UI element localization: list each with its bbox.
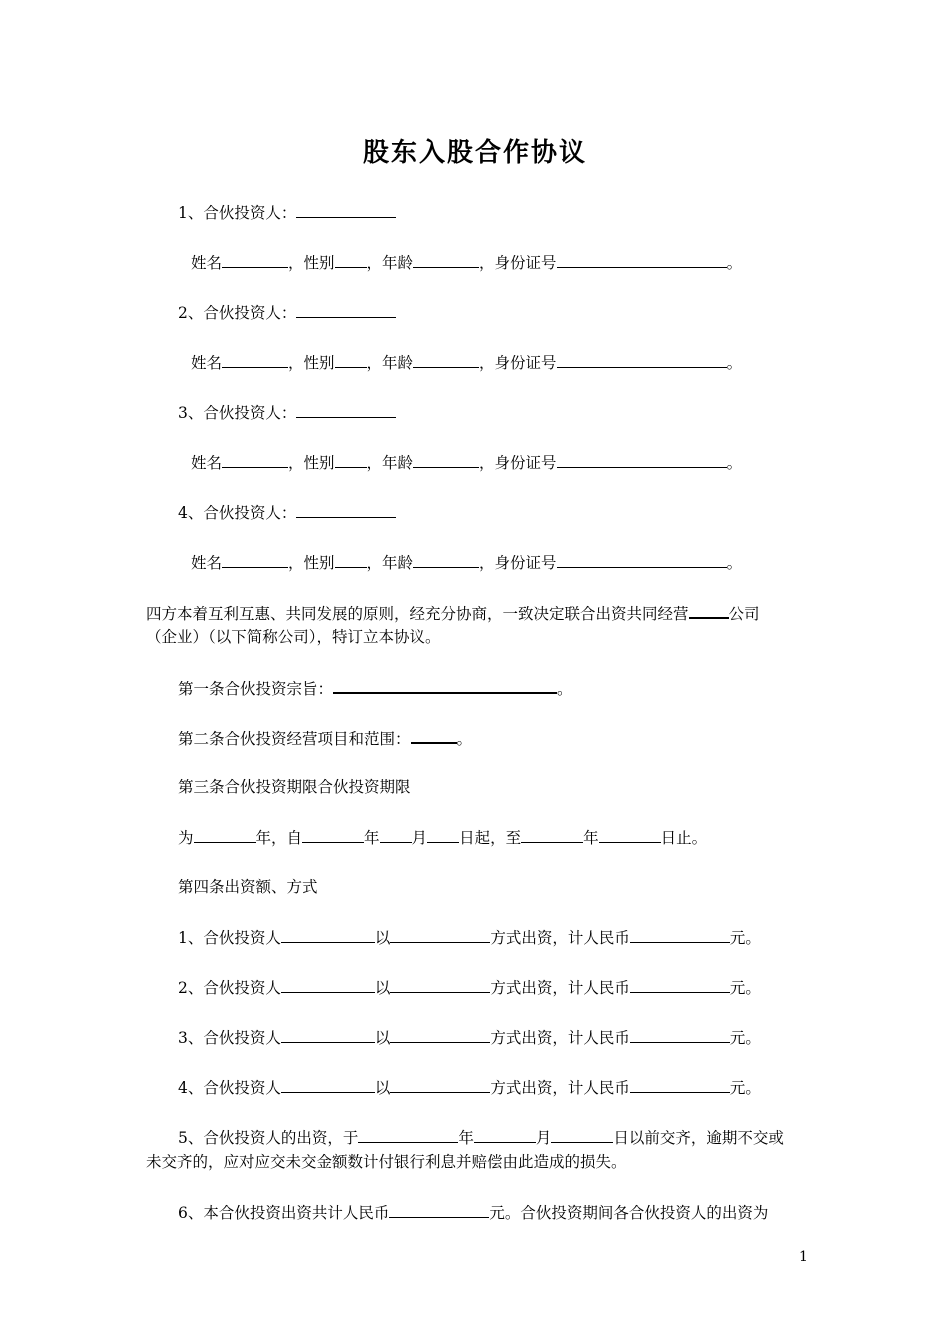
blank-name [222, 452, 288, 468]
blank-age [413, 252, 479, 268]
blank-start-day [427, 827, 459, 843]
blank-amount [630, 977, 730, 993]
investor-3-line [178, 402, 396, 423]
blank-age [413, 452, 479, 468]
blank-investor [281, 977, 375, 993]
blank-name [222, 252, 288, 268]
blank-field [296, 202, 396, 218]
blank-investor [281, 1027, 375, 1043]
blank-name [222, 352, 288, 368]
contribution-row-3: 3、合伙投资人 以 方式出资，计人民币 元。 [178, 1029, 761, 1047]
investor-4-details: 姓名 ，性别 ，年龄 ，身份证号 。 [191, 554, 743, 572]
blank-age [413, 352, 479, 368]
blank-start-year [302, 827, 364, 843]
document-title: 股东入股合作协议 [362, 138, 587, 168]
blank-start-month [380, 827, 412, 843]
blank-method [390, 977, 490, 993]
blank-investor [281, 1077, 375, 1093]
blank-month [474, 1127, 536, 1143]
blank-method [390, 1077, 490, 1093]
blank-gender [335, 252, 367, 268]
blank-investor [281, 927, 375, 943]
page-number: 1 [799, 1249, 808, 1265]
blank-amount [630, 927, 730, 943]
blank-total [389, 1202, 489, 1218]
blank-years [194, 827, 256, 843]
clause-5-line-1: 5、合伙投资人的出资，于 年 月 日以前交齐，逾期不交或 [178, 1129, 784, 1147]
blank-field [296, 302, 396, 318]
investor-2-label: 2、合伙投资人： [178, 304, 297, 322]
investor-1-label: 1、合伙投资人： [178, 204, 297, 222]
blank-name [222, 552, 288, 568]
blank-end-day [599, 827, 661, 843]
blank-purpose [333, 677, 557, 694]
blank-field [296, 402, 396, 418]
preamble-line-1: 四方本着互利互惠、共同发展的原则，经充分协商，一致决定联合出资共同经营 公司 [146, 602, 760, 624]
blank-amount [630, 1077, 730, 1093]
investor-3-details: 姓名 ，性别 ，年龄 ，身份证号 。 [191, 454, 743, 472]
contribution-row-1: 1、合伙投资人 以 方式出资，计人民币 元。 [178, 929, 761, 947]
blank-gender [335, 452, 367, 468]
blank-gender [335, 352, 367, 368]
blank-company [689, 602, 729, 619]
blank-gender [335, 552, 367, 568]
blank-scope [411, 727, 457, 744]
blank-method [390, 927, 490, 943]
investor-1-line [178, 202, 396, 223]
contribution-row-2: 2、合伙投资人 以 方式出资，计人民币 元。 [178, 979, 761, 997]
blank-age [413, 552, 479, 568]
investor-2-line [178, 302, 396, 323]
investor-1-details: 姓名 ，性别 ，年龄 ，身份证号 。 [191, 254, 743, 272]
blank-id [557, 452, 727, 468]
blank-id [557, 552, 727, 568]
article-2: 第二条合伙投资经营项目和范围： 。 [178, 727, 472, 749]
blank-amount [630, 1027, 730, 1043]
article-4-heading: 第四条出资额、方式 [178, 878, 318, 896]
article-1: 第一条合伙投资宗旨： 。 [178, 677, 573, 699]
clause-5-line-2: 未交齐的，应对应交未交金额数计付银行利息并赔偿由此造成的损失。 [146, 1153, 627, 1171]
blank-id [557, 252, 727, 268]
blank-field [296, 502, 396, 518]
article-3-term: 为 年，自 年 月 日起，至 年 日止。 [178, 829, 708, 847]
blank-id [557, 352, 727, 368]
article-3-heading: 第三条合伙投资期限合伙投资期限 [178, 778, 411, 796]
investor-2-details: 姓名 ，性别 ，年龄 ，身份证号 。 [191, 354, 743, 372]
blank-end-year [521, 827, 583, 843]
investor-4-line [178, 502, 396, 523]
clause-6-line-1: 6、本合伙投资出资共计人民币 元。合伙投资期间各合伙投资人的出资为 [178, 1204, 769, 1222]
investor-3-label: 3、合伙投资人： [178, 404, 297, 422]
preamble-line-2: （企业）（以下简称公司），特订立本协议。 [146, 628, 441, 646]
investor-4-label: 4、合伙投资人： [178, 504, 297, 522]
blank-year [358, 1127, 458, 1143]
blank-day [551, 1127, 613, 1143]
blank-method [390, 1027, 490, 1043]
contribution-row-4: 4、合伙投资人 以 方式出资，计人民币 元。 [178, 1079, 761, 1097]
